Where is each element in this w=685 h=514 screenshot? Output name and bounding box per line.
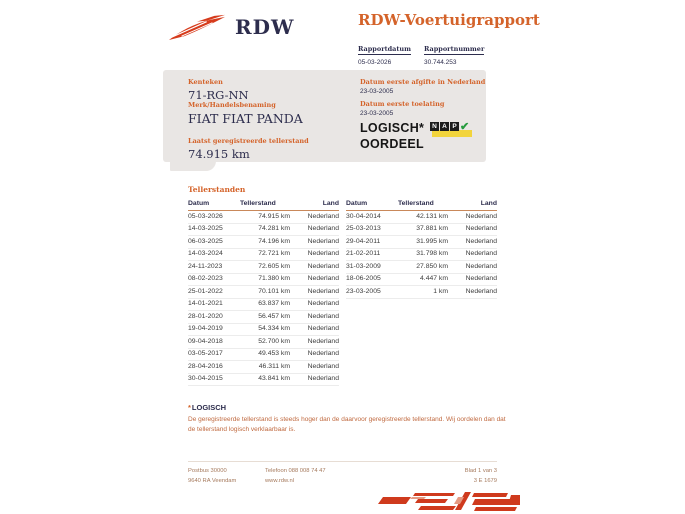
- cell-datum: 25-01-2022: [188, 287, 223, 295]
- oordeel-text: [360, 120, 424, 152]
- tellerstanden-section: [188, 185, 498, 386]
- cell-land: Nederland: [465, 262, 497, 270]
- footer-page-number: Blad 1 van 3: [464, 468, 497, 474]
- cell-land: Nederland: [465, 275, 497, 282]
- table-row: [188, 324, 339, 337]
- nap-checkmark-icon: ✔: [460, 121, 470, 133]
- table-row: [346, 286, 497, 299]
- summary-box-tab: [170, 161, 216, 171]
- merk-value: FIAT FIAT PANDA: [188, 111, 303, 126]
- nap-letter-p: P: [450, 122, 459, 131]
- cell-datum: 06-03-2025: [188, 237, 223, 245]
- rdw-wing-icon: [168, 10, 226, 43]
- rapportnummer-group: [424, 38, 484, 66]
- table-row: [346, 249, 497, 262]
- cell-datum: 28-01-2020: [188, 312, 223, 320]
- rapportnummer-label: Rapportnummer: [423, 45, 485, 53]
- footer-phone: Telefoon 088 008 74 47: [265, 468, 326, 474]
- nap-logo: [430, 122, 476, 140]
- rapportdatum-value: 05-03-2026: [358, 59, 392, 66]
- laatste-tellerstand-value: 74.915 km: [188, 147, 250, 161]
- column-header-land: Land: [480, 200, 497, 207]
- oordeel-line2: OORDEEL: [360, 137, 424, 151]
- cell-datum: 25-03-2013: [346, 225, 381, 232]
- cell-tellerstand: 1 km: [433, 287, 448, 295]
- column-header-datum: Datum: [188, 200, 210, 207]
- oordeel-line1: LOGISCH*: [360, 121, 425, 135]
- merk-label: Merk/Handelsbenaming: [188, 101, 276, 109]
- table-header: [346, 198, 497, 211]
- cell-land: Nederland: [307, 312, 339, 320]
- report-title: RDW-Voertuigrapport: [358, 11, 540, 29]
- table-row: [188, 336, 339, 349]
- rapportdatum-label: Rapportdatum: [358, 45, 411, 53]
- cell-tellerstand: 71.380 km: [258, 275, 290, 282]
- kenteken-label: Kenteken: [188, 78, 223, 86]
- nap-letter-a: A: [440, 122, 449, 131]
- footnote-title-text: LOGISCH: [191, 403, 227, 412]
- cell-land: Nederland: [307, 375, 339, 382]
- table-row: [188, 361, 339, 374]
- cell-datum: 03-05-2017: [188, 350, 223, 357]
- footer-contact: [265, 466, 465, 486]
- table-row: [188, 249, 339, 262]
- table-row: [346, 211, 497, 224]
- cell-land: Nederland: [465, 225, 497, 232]
- laatste-tellerstand-label: Laatst geregistreerde tellerstand: [188, 137, 309, 145]
- table-row: [188, 236, 339, 249]
- column-header-tellerstand: Tellerstand: [240, 200, 276, 207]
- cell-datum: 14-03-2024: [188, 250, 223, 257]
- footer-form-code: 3 E 1679: [473, 478, 497, 484]
- afgifte-group: [360, 78, 485, 95]
- nap-letter-n: N: [430, 122, 439, 131]
- cell-tellerstand: 46.311 km: [258, 362, 290, 370]
- tellerstanden-table-right: [346, 198, 497, 386]
- cell-tellerstand: 27.850 km: [416, 262, 448, 270]
- cell-tellerstand: 56.457 km: [258, 312, 290, 320]
- toelating-label: Datum eerste toelating: [360, 100, 445, 108]
- cell-tellerstand: 74.915 km: [258, 212, 290, 220]
- cell-land: Nederland: [307, 275, 339, 282]
- cell-tellerstand: 74.281 km: [258, 225, 290, 232]
- cell-tellerstand: 52.700 km: [258, 337, 290, 345]
- toelating-value: 23-03-2005: [360, 110, 394, 117]
- cell-land: Nederland: [307, 325, 339, 332]
- footnote-text: De geregistreerde tellerstand is steeds hoger dan de daarvoor geregistreerde tellerstand. Wij oordelen dan dat de tellerstand logisch verklaarbaar is.: [188, 416, 506, 433]
- cell-tellerstand: 4.447 km: [420, 275, 448, 282]
- column-header-land: Land: [322, 200, 339, 207]
- toelating-group: [360, 100, 444, 117]
- table-row: [188, 211, 339, 224]
- cell-datum: 30-04-2014: [346, 212, 381, 220]
- table-row: [346, 236, 497, 249]
- logisch-footnote: [188, 403, 518, 435]
- cell-datum: 23-03-2005: [346, 287, 381, 295]
- report-meta: [358, 38, 484, 66]
- rapportnummer-value: 30.744.253: [423, 59, 457, 66]
- rdw-logo: [168, 10, 294, 43]
- table-row: [188, 274, 339, 287]
- afgifte-label: Datum eerste afgifte in Nederland: [360, 78, 486, 86]
- cell-land: Nederland: [307, 300, 339, 307]
- cell-tellerstand: 37.881 km: [416, 225, 448, 232]
- vehicle-summary-box: [163, 70, 486, 162]
- nap-letter-tiles: [430, 122, 459, 131]
- cell-datum: 05-03-2026: [188, 212, 223, 220]
- table-row: [188, 286, 339, 299]
- cell-land: Nederland: [307, 287, 339, 295]
- tellerstanden-table-left: [188, 198, 339, 386]
- cell-datum: 19-04-2019: [188, 325, 223, 332]
- cell-land: Nederland: [307, 362, 339, 370]
- cell-land: Nederland: [307, 212, 339, 220]
- footnote-title: [188, 403, 518, 412]
- rdw-logo-text: RDW: [235, 14, 295, 39]
- column-header-tellerstand: Tellerstand: [398, 200, 434, 207]
- table-row: [346, 274, 497, 287]
- table-row: [346, 224, 497, 237]
- cell-tellerstand: 42.131 km: [416, 212, 448, 220]
- rdw-stripes-graphic: [368, 489, 520, 514]
- table-row: [188, 311, 339, 324]
- table-row: [188, 374, 339, 387]
- cell-datum: 09-04-2018: [188, 337, 223, 345]
- table-row: [188, 261, 339, 274]
- cell-land: Nederland: [465, 287, 497, 295]
- footer-city: 9640 RA Veendam: [188, 478, 237, 484]
- footer-website-link[interactable]: www.rdw.nl: [265, 478, 294, 484]
- cell-land: Nederland: [307, 337, 339, 345]
- cell-tellerstand: 72.721 km: [258, 250, 290, 257]
- cell-land: Nederland: [465, 237, 497, 245]
- cell-tellerstand: 70.101 km: [258, 287, 290, 295]
- cell-datum: 30-04-2015: [188, 375, 223, 382]
- cell-tellerstand: 63.837 km: [258, 300, 290, 307]
- table-header: [188, 198, 339, 211]
- cell-land: Nederland: [465, 250, 497, 257]
- cell-land: Nederland: [307, 225, 339, 232]
- cell-land: Nederland: [307, 350, 339, 357]
- cell-land: Nederland: [465, 212, 497, 220]
- table-row: [188, 224, 339, 237]
- cell-datum: 08-02-2023: [188, 275, 223, 282]
- cell-tellerstand: 31.798 km: [416, 250, 448, 257]
- cell-datum: 18-06-2005: [346, 275, 381, 282]
- laatste-tellerstand-group: [188, 137, 309, 161]
- cell-datum: 29-04-2011: [346, 237, 381, 245]
- column-header-datum: Datum: [346, 200, 368, 207]
- page-footer: [188, 466, 497, 486]
- cell-tellerstand: 31.995 km: [416, 237, 448, 245]
- cell-datum: 24-11-2023: [188, 262, 223, 270]
- cell-land: Nederland: [307, 237, 339, 245]
- afgifte-value: 23-03-2005: [360, 88, 394, 95]
- cell-tellerstand: 54.334 km: [258, 325, 290, 332]
- cell-datum: 14-03-2025: [188, 225, 223, 232]
- kenteken-group: [188, 78, 249, 102]
- table-row: [346, 261, 497, 274]
- footnote-asterisk: *: [188, 403, 191, 412]
- footer-divider: [188, 461, 497, 462]
- cell-land: Nederland: [307, 250, 339, 257]
- cell-land: Nederland: [307, 262, 339, 270]
- rapportdatum-group: [358, 38, 411, 66]
- cell-tellerstand: 72.605 km: [258, 262, 290, 270]
- cell-datum: 14-01-2021: [188, 300, 223, 307]
- table-row: [188, 349, 339, 362]
- cell-tellerstand: 74.196 km: [258, 237, 290, 245]
- cell-datum: 28-04-2016: [188, 362, 223, 370]
- tellerstanden-title: Tellerstanden: [188, 185, 246, 194]
- merk-group: [188, 101, 303, 126]
- cell-datum: 31-03-2009: [346, 262, 381, 270]
- footer-pageinfo: [465, 466, 497, 486]
- footer-postbus: Postbus 30000: [188, 468, 227, 474]
- kenteken-value: 71-RG-NN: [188, 88, 249, 102]
- cell-datum: 21-02-2011: [346, 250, 381, 257]
- cell-tellerstand: 49.453 km: [258, 350, 290, 357]
- cell-tellerstand: 43.841 km: [258, 375, 290, 382]
- footer-address: [188, 466, 265, 486]
- table-row: [188, 299, 339, 312]
